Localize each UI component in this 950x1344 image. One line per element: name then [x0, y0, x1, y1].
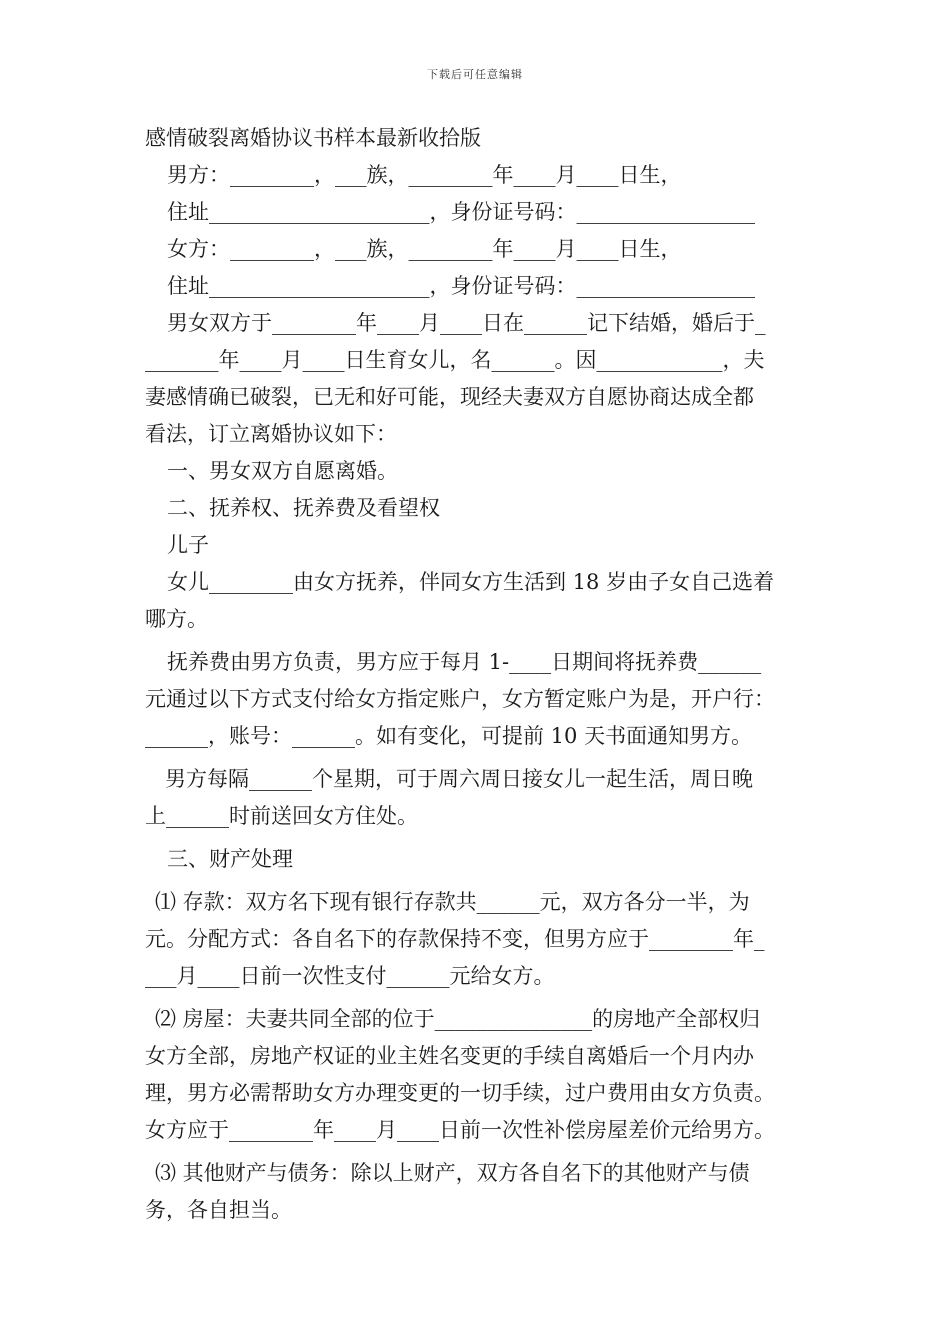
deposit-line-3: ___月____日前一次性支付______元给女方。 — [145, 964, 555, 988]
house-line-2: 女方全部，房地产权证的业主姓名变更的手续自离婚后一个月内办 — [145, 1044, 754, 1068]
support-line-3: ______，账号：______。如有变化，可提前 10 天书面通知男方。 — [145, 724, 753, 748]
marriage-paragraph-line-1: 男女双方于________年____月____日在______记下结婚，婚后于_ — [167, 311, 766, 335]
page-header: 下载后可任意编辑 — [427, 68, 523, 81]
house-line-3: 理，男方必需帮助女方办理变更的一切手续，过户费用由女方负责。 — [145, 1081, 775, 1105]
other-property-line-2: 务，各自担当。 — [145, 1198, 292, 1222]
husband-info-line: 男方：________，___族，________年____月____日生， — [167, 163, 682, 187]
section-two-heading: 二、抚养权、抚养费及看望权 — [167, 496, 440, 520]
marriage-paragraph-line-3: 妻感情确已破裂，已无和好可能，现经夫妻双方自愿协商达成全都 — [145, 385, 754, 409]
support-line-2: 元通过以下方式支付给女方指定账户，女方暂定账户为是，开户行： — [145, 687, 775, 711]
other-property-line-1: ⑶ 其他财产与债务：除以上财产，双方各自名下的其他财产与债 — [155, 1161, 750, 1185]
section-one-heading: 一、男女双方自愿离婚。 — [167, 459, 398, 483]
section-three-heading: 三、财产处理 — [167, 847, 293, 871]
husband-address-line: 住址_____________________，身份证号码：_________________ — [167, 200, 755, 224]
wife-info-line: 女方：________，___族，________年____月____日生， — [167, 237, 682, 261]
custody-line-1: 女儿________由女方抚养，伴同女方生活到 18 岁由子女自己选着 — [167, 570, 775, 594]
house-line-1: ⑵ 房屋：夫妻共同全部的位于_______________的房地产全部权归 — [155, 1007, 761, 1031]
support-line-1: 抚养费由男方负责，男方应于每月 1-____日期间将抚养费______ — [167, 650, 762, 674]
custody-line-2: 哪方。 — [145, 607, 208, 631]
document-body — [145, 120, 813, 1229]
deposit-line-2: 元。分配方式：各自名下的存款保持不变，但男方应于________年_ — [145, 927, 765, 951]
visitation-line-1: 男方每隔______个星期，可于周六周日接女儿一起生活，周日晚 — [165, 767, 753, 791]
house-line-4: 女方应于________年____月____日前一次性补偿房屋差价元给男方。 — [145, 1118, 775, 1142]
marriage-paragraph-line-4: 看法，订立离婚协议如下： — [145, 422, 397, 446]
marriage-paragraph-line-2: _______年____月____日生育女儿，名______。因____________，夫 — [145, 348, 765, 372]
deposit-line-1: ⑴ 存款：双方名下现有银行存款共______元，双方各分一半，为 — [155, 890, 750, 914]
wife-address-line: 住址_____________________，身份证号码：_________________ — [167, 274, 755, 298]
visitation-line-2: 上______时前送回女方住处。 — [145, 804, 418, 828]
son-label: 儿子 — [167, 533, 209, 557]
document-title: 感情破裂离婚协议书样本最新收拾版 — [145, 126, 481, 150]
